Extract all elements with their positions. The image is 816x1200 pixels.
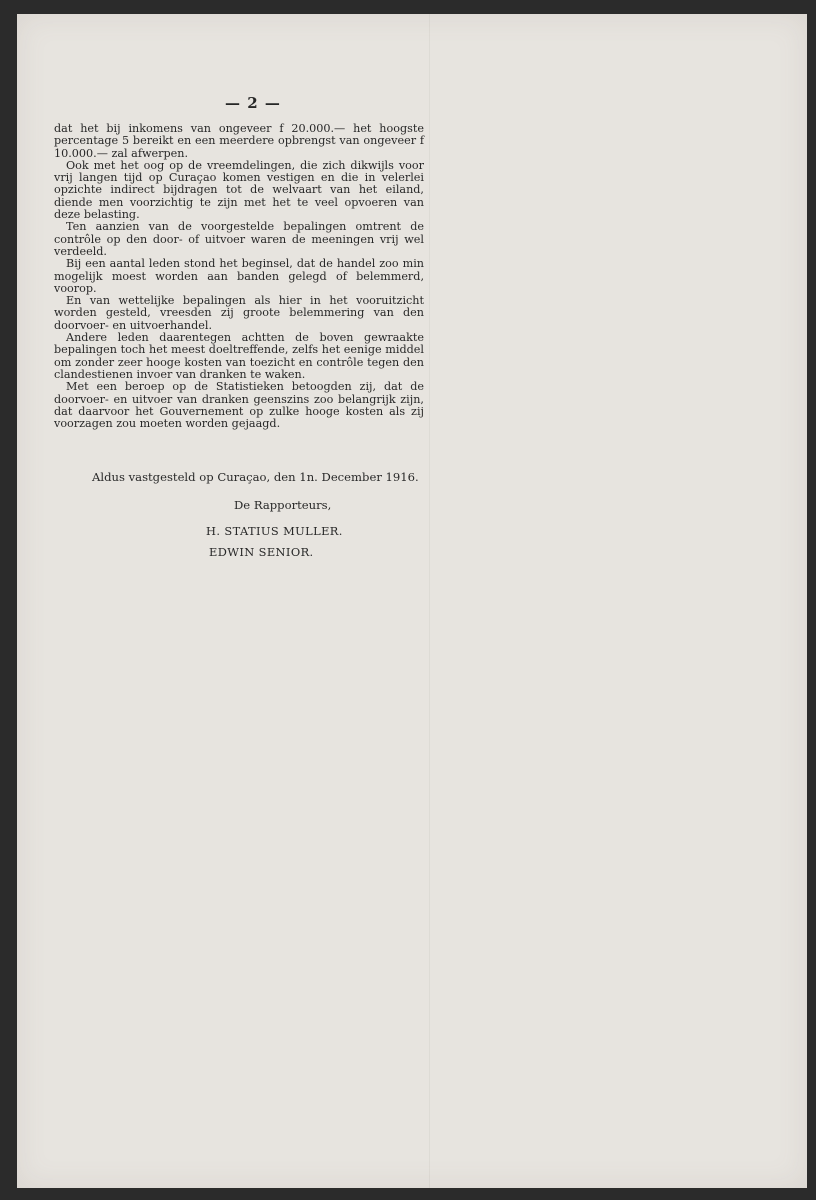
rapporteurs-label: De Rapporteurs, bbox=[234, 498, 332, 512]
paragraph: Ook met het oog op de vreemdelingen, die zich dikwijls voor vrij langen tijd op Curaçao komen vestigen en die in velerlei opzichte indirect bijdragen tot de welvaart van het eiland, diende men voorzichtig te zijn met het te veel opvoeren van deze belasting. bbox=[54, 158, 424, 222]
body-text bbox=[54, 123, 424, 430]
paragraph: Bij een aantal leden stond het beginsel, dat de handel zoo min mogelijk moest worden aan banden gelegd of belemmerd, voorop. bbox=[54, 257, 424, 295]
paragraph: Met een beroep op de Statistieken betoogden zij, dat de doorvoer- en uitvoer van dranken geenszins zoo belangrijk zijn, dat daarvoor het Gouvernement op zulke hooge kosten als zij voorzagen zou moeten worden gejaagd. bbox=[54, 380, 424, 431]
page-fold bbox=[429, 14, 430, 1188]
date-line: Aldus vastgesteld op Curaçao, den 1n. December 1916. bbox=[92, 470, 419, 484]
paragraph: Andere leden daarentegen achtten de boven gewraakte bepalingen toch het meest doeltreffende, zelfs het eenige middel om zonder zeer hooge kosten van toezicht en contrôle tegen den clandestienen invoer van dranken te waken. bbox=[54, 331, 424, 381]
paragraph: dat het bij inkomens van ongeveer f 20.000.— het hoogste percentage 5 bereikt en een meerdere opbrengst van ongeveer f 10.000.— zal afwerpen. bbox=[54, 122, 424, 160]
signatory-name: H. STATIUS MULLER. bbox=[206, 524, 343, 538]
signatory-name: EDWIN SENIOR. bbox=[209, 545, 314, 559]
paragraph: En van wettelijke bepalingen als hier in het vooruitzicht worden gesteld, vreesden zij groote belemmering van den doorvoer- en uitvoerhandel. bbox=[54, 294, 424, 332]
document-page bbox=[17, 14, 807, 1188]
paragraph: Ten aanzien van de voorgestelde bepalingen omtrent de contrôle op den door- of uitvoer waren de meeningen vrij wel verdeeld. bbox=[54, 220, 424, 258]
page-number: — 2 — bbox=[225, 94, 281, 112]
